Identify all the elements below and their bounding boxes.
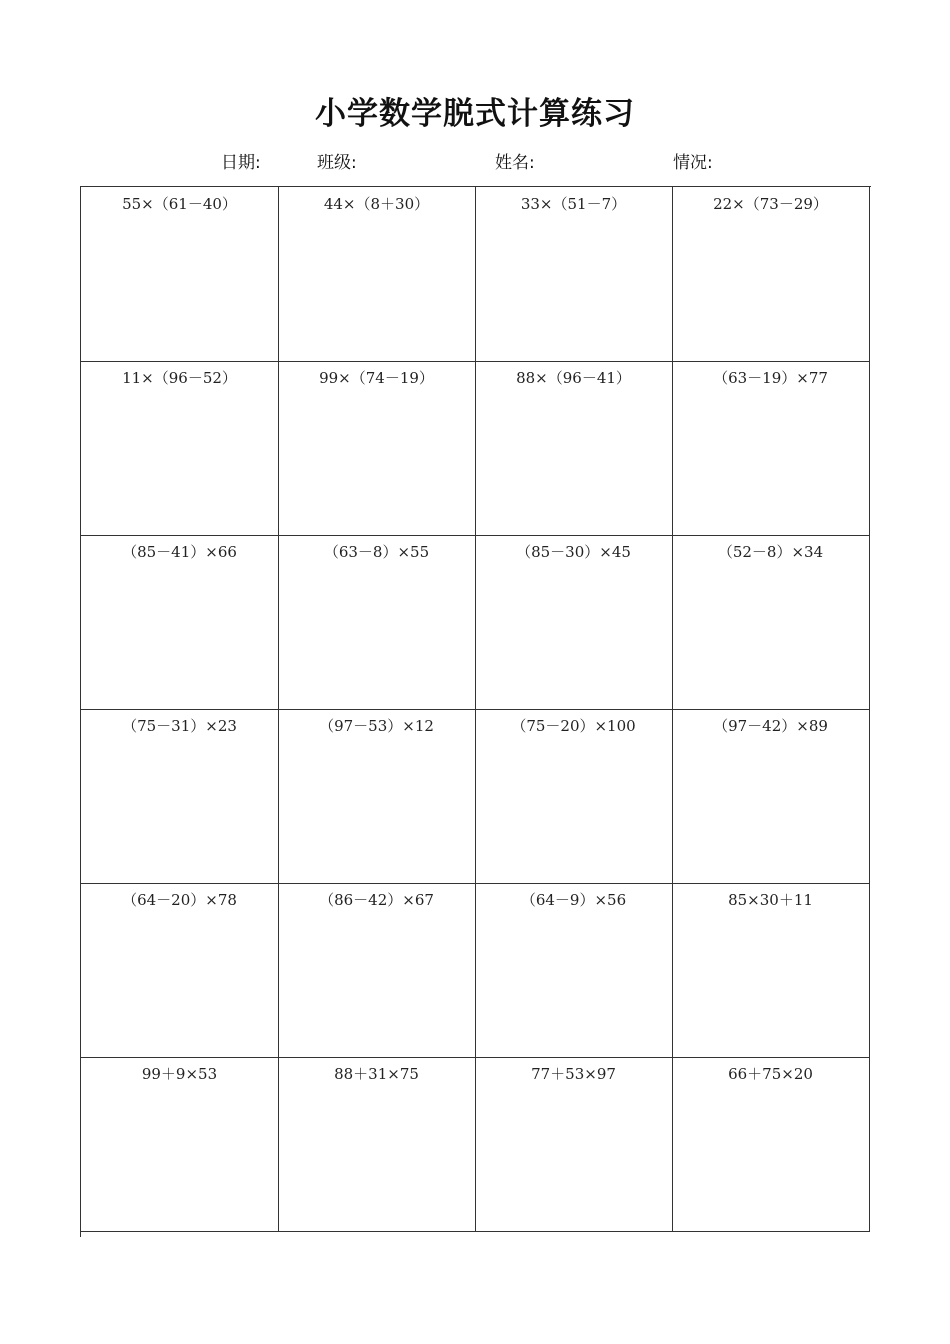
problem-cell[interactable] [475,883,673,1058]
problem-expression: 33×（51－7） [520,195,627,213]
problem-cell[interactable] [672,709,870,884]
problem-expression: （85－41）×66 [122,543,237,561]
worksheet-title: 小学数学脱式计算练习 [315,96,635,132]
problem-cell[interactable] [672,361,870,536]
problem-expression: 88×（96－41） [516,369,631,387]
problem-expression: （63－19）×77 [713,369,828,387]
problem-cell[interactable] [81,1057,279,1232]
problem-cell[interactable] [278,709,476,884]
problem-expression: （85－30）×45 [516,543,631,561]
problem-cell[interactable] [81,361,279,536]
problem-expression: 99×（74－19） [319,369,434,387]
problem-cell[interactable] [278,187,476,362]
class-label: 班级: [317,153,357,173]
problem-grid [80,186,871,1237]
problem-cell[interactable] [81,535,279,710]
problem-expression: 44×（8＋30） [323,195,430,213]
problem-expression: 85×30＋11 [728,891,813,909]
date-label: 日期: [221,153,261,173]
student-info-row [0,150,950,176]
problem-cell[interactable] [81,187,279,362]
problem-cell[interactable] [278,1057,476,1232]
problem-cell[interactable] [475,1057,673,1232]
problem-expression: （97－42）×89 [713,717,828,735]
problem-expression: （52－8）×34 [717,543,824,561]
name-label: 姓名: [495,153,535,173]
status-label: 情况: [673,153,713,173]
problem-cell[interactable] [672,1057,870,1232]
problem-expression: 88＋31×75 [334,1065,419,1083]
problem-expression: 66＋75×20 [728,1065,813,1083]
problem-cell[interactable] [278,883,476,1058]
problem-cell[interactable] [672,187,870,362]
problem-expression: 11×（96－52） [122,369,237,387]
problem-cell[interactable] [475,535,673,710]
problem-expression: 22×（73－29） [713,195,828,213]
problem-cell[interactable] [81,709,279,884]
problem-expression: （64－20）×78 [122,891,237,909]
problem-cell[interactable] [475,709,673,884]
problem-cell[interactable] [672,883,870,1058]
problem-expression: （86－42）×67 [319,891,434,909]
problem-expression: 55×（61－40） [122,195,237,213]
problem-expression: （64－9）×56 [520,891,627,909]
problem-expression: 99＋9×53 [141,1065,218,1083]
problem-cell[interactable] [672,535,870,710]
problem-cell[interactable] [475,187,673,362]
problem-expression: 77＋53×97 [531,1065,616,1083]
problem-cell[interactable] [278,535,476,710]
problem-expression: （63－8）×55 [323,543,430,561]
problem-expression: （97－53）×12 [319,717,434,735]
problem-cell[interactable] [81,883,279,1058]
problem-cell[interactable] [278,361,476,536]
problem-expression: （75－20）×100 [511,717,636,735]
problem-cell[interactable] [475,361,673,536]
problem-expression: （75－31）×23 [122,717,237,735]
